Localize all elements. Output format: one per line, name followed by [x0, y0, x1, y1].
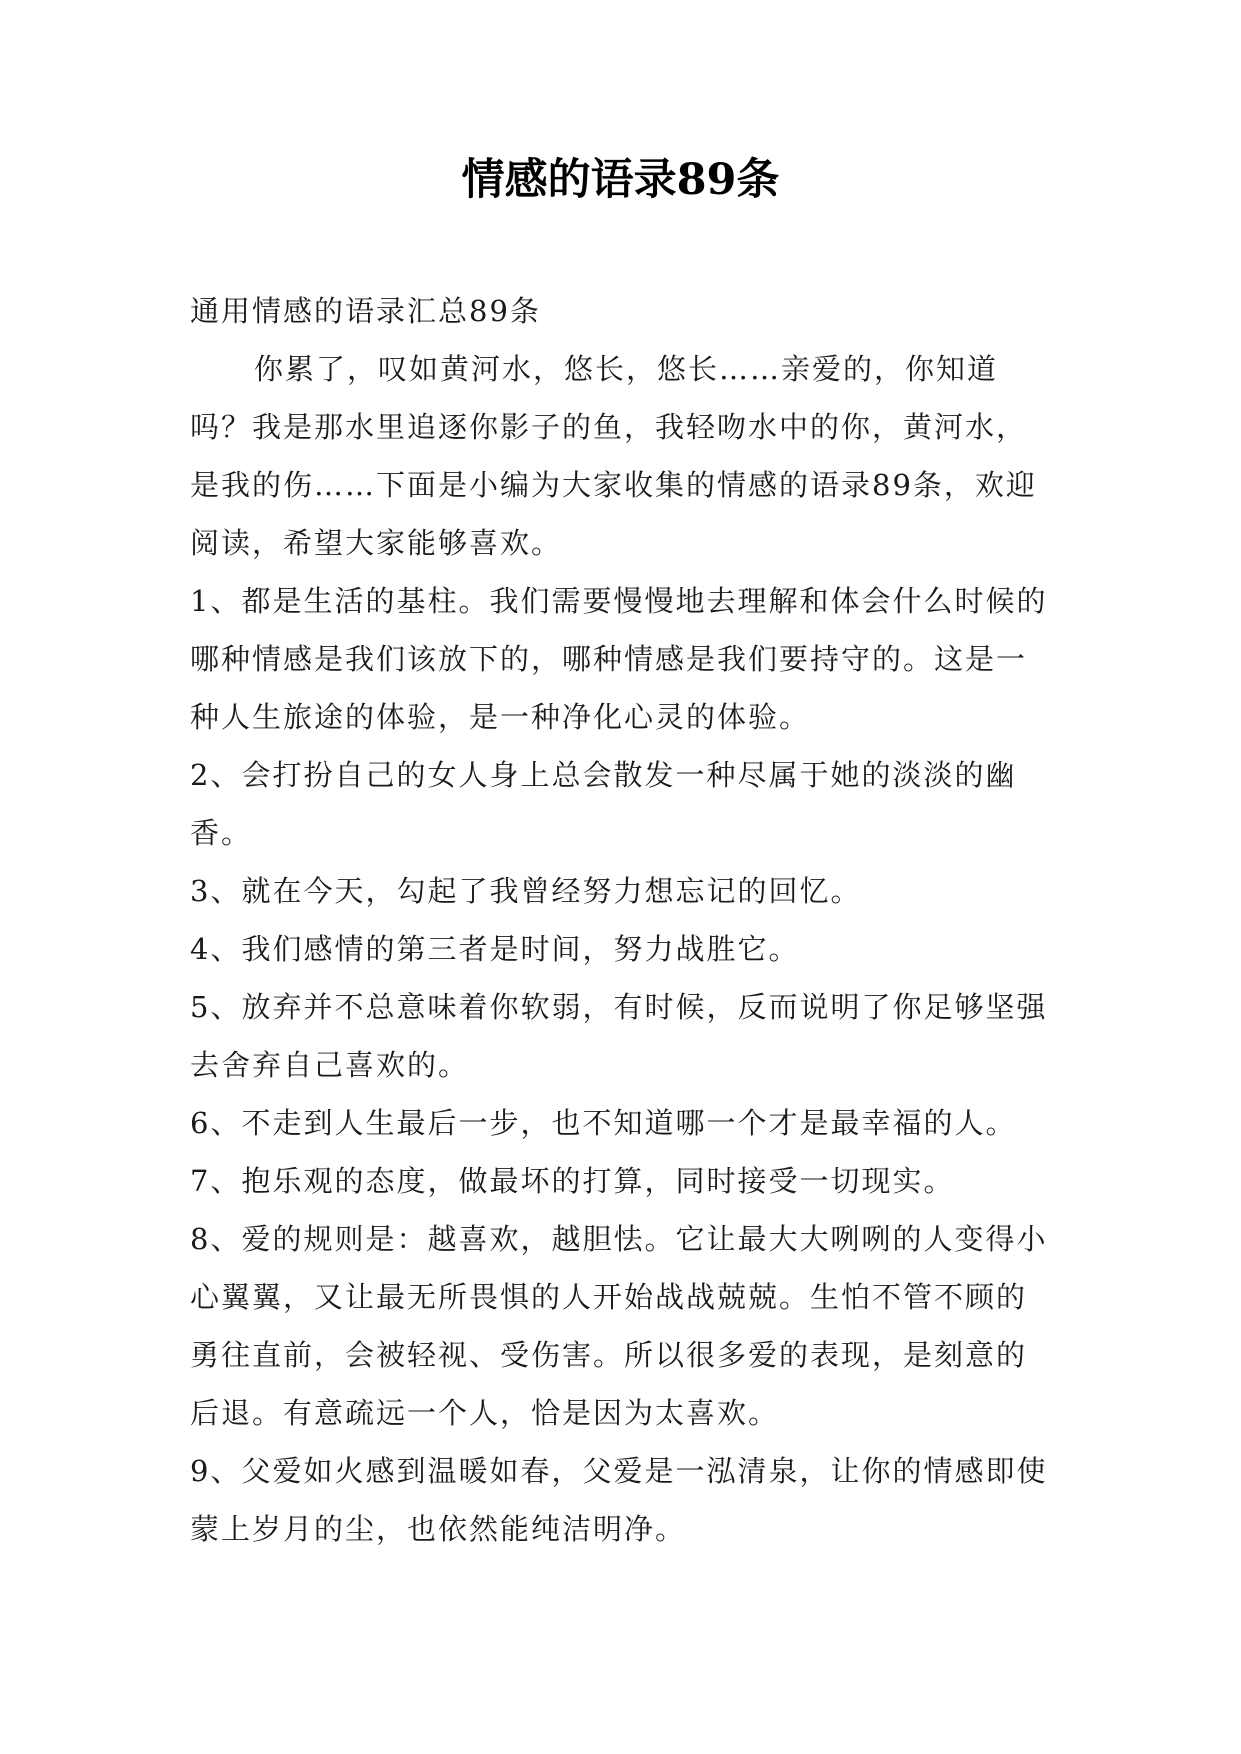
quote-item-1: 1、都是生活的基柱。我们需要慢慢地去理解和体会什么时候的哪种情感是我们该放下的，哪种情感是我们要持守的。这是一种人生旅途的体验，是一种净化心灵的体验。	[190, 584, 1048, 734]
quote-item-3: 3、就在今天，勾起了我曾经努力想忘记的回忆。	[190, 874, 862, 908]
document-body	[190, 282, 1052, 1558]
quote-item-8: 8、爱的规则是：越喜欢，越胆怯。它让最大大咧咧的人变得小心翼翼，又让最无所畏惧的人开始战战兢兢。生怕不管不顾的勇往直前，会被轻视、受伤害。所以很多爱的表现，是刻意的后退。有意疏远一个人，恰是因为太喜欢。	[190, 1222, 1048, 1430]
document-subtitle: 通用情感的语录汇总89条	[190, 294, 541, 328]
quote-item-2: 2、会打扮自己的女人身上总会散发一种尽属于她的淡淡的幽香。	[190, 758, 1017, 850]
quote-item-7: 7、抱乐观的态度，做最坏的打算，同时接受一切现实。	[190, 1164, 955, 1198]
quote-item-5: 5、放弃并不总意味着你软弱，有时候，反而说明了你足够坚强去舍弃自己喜欢的。	[190, 990, 1048, 1082]
quote-item-4: 4、我们感情的第三者是时间，努力战胜它。	[190, 932, 800, 966]
quote-item-9: 9、父爱如火感到温暖如春，父爱是一泓清泉，让你的情感即使蒙上岁月的尘，也依然能纯洁明净。	[190, 1454, 1048, 1546]
quote-item-6: 6、不走到人生最后一步，也不知道哪一个才是最幸福的人。	[190, 1106, 1017, 1140]
document-title: 情感的语录89条	[461, 155, 780, 205]
intro-paragraph: 你累了，叹如黄河水，悠长，悠长……亲爱的，你知道吗？我是那水里追逐你影子的鱼，我轻吻水中的你，黄河水，是我的伤……下面是小编为大家收集的情感的语录89条，欢迎阅读，希望大家能够喜欢。	[190, 352, 1037, 560]
